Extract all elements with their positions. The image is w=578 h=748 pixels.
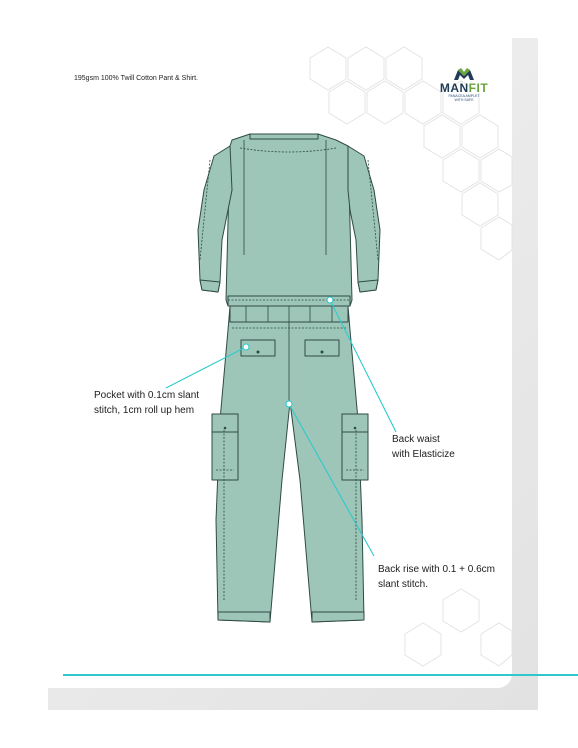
callout-back-rise: [378, 562, 495, 592]
callout-back-rise-line2: slant stitch.: [378, 579, 429, 590]
footer-accent-line: [63, 674, 578, 676]
document-title: 195gsm 100% Twill Cotton Pant & Shirt.: [74, 75, 198, 82]
callout-marker-pocket: [243, 344, 249, 350]
shirt-right-cuff: [358, 280, 378, 292]
logo-fit: FIT: [468, 81, 489, 95]
callout-pocket-line1: Pocket with 0.1cm slant: [94, 390, 200, 401]
callout-back-waist: [392, 432, 455, 462]
logo-tagline-1: PANACEA AMPLET: [448, 94, 480, 98]
callout-marker-rise: [286, 401, 292, 407]
shirt-body: [226, 134, 352, 306]
callout-marker-waist: [327, 297, 333, 303]
pants-left-hem: [218, 612, 270, 622]
callout-pocket: [94, 388, 199, 418]
pants-right-hem: [312, 612, 364, 622]
callout-back-rise-line1: Back rise with 0.1 + 0.6cm: [378, 564, 495, 575]
shirt-collar: [250, 134, 318, 139]
shirt-right-sleeve: [348, 146, 380, 292]
logo-tagline-2: WITH SAFE: [454, 98, 474, 102]
callout-back-waist-line1: Back waist: [392, 434, 440, 445]
logo-man: MAN: [439, 81, 469, 95]
callout-back-waist-line2: with Elasticize: [392, 449, 455, 460]
shirt-left-cuff: [200, 280, 220, 292]
callout-pocket-line2: stitch, 1cm roll up hem: [94, 405, 195, 416]
pants-right-back-pocket: [305, 340, 339, 356]
